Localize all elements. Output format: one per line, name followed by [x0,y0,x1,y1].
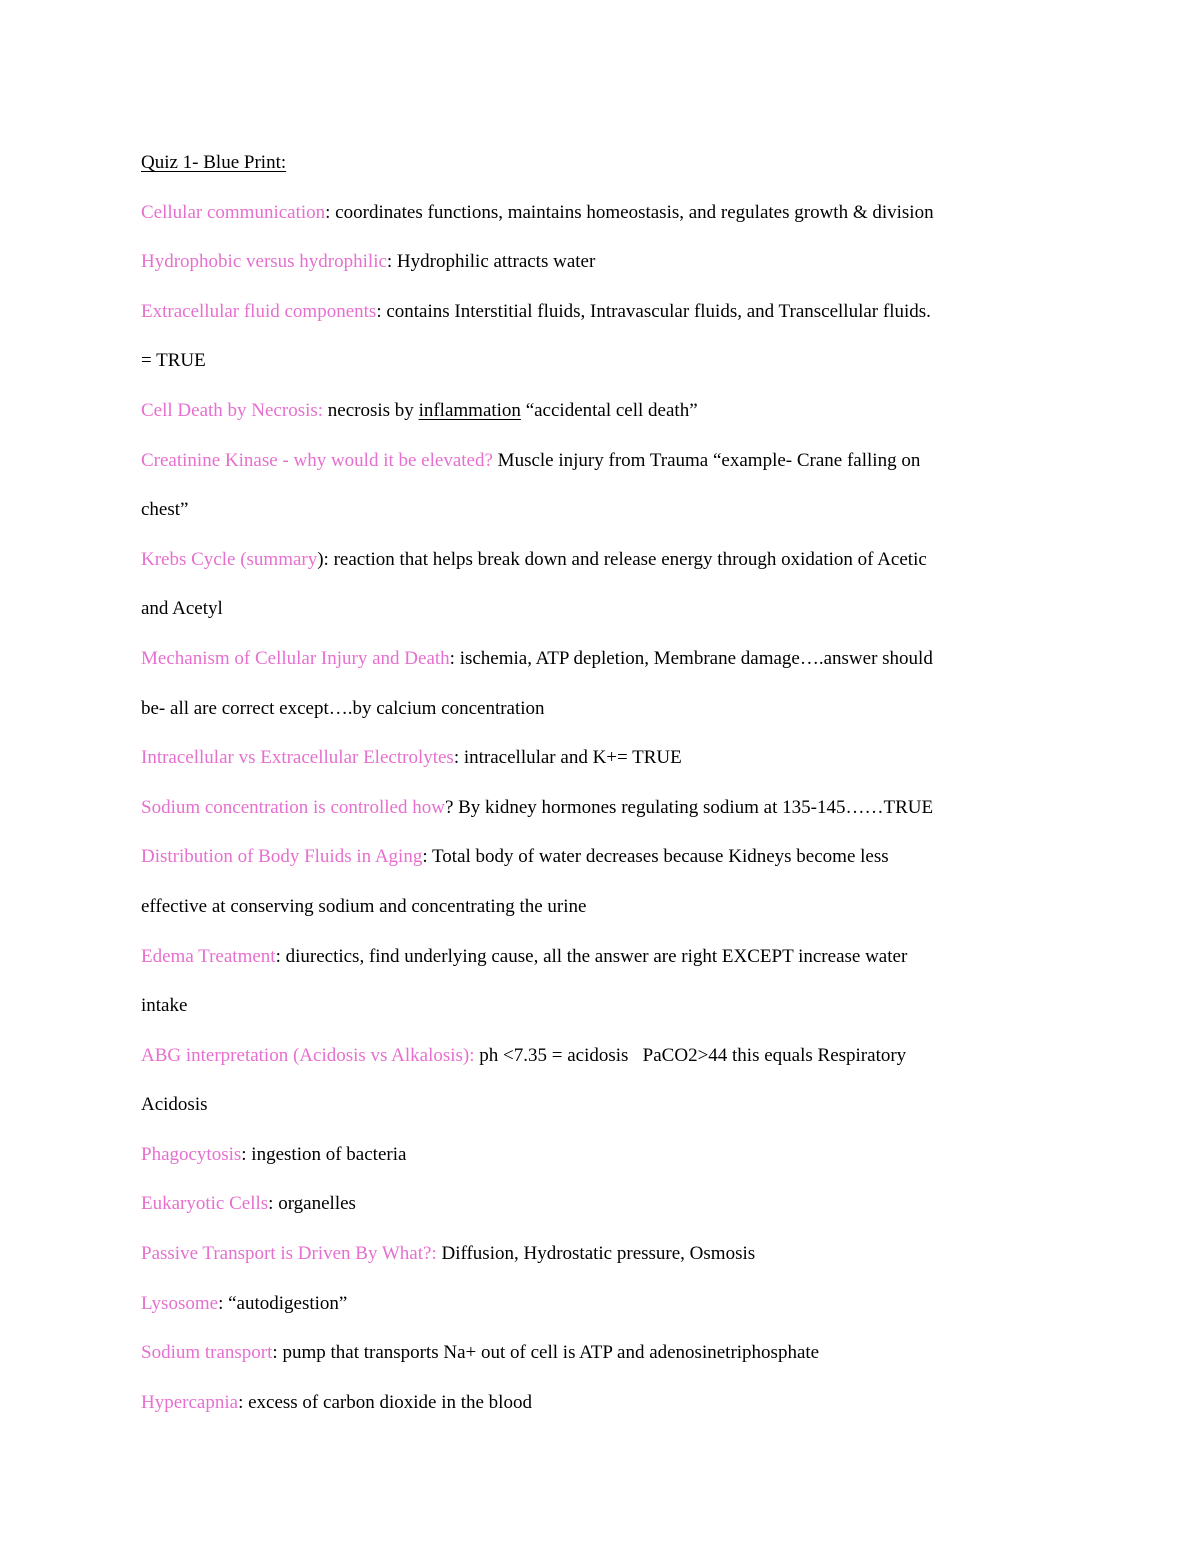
entry-edema-treatment [141,932,1061,982]
entry-edema-treatment-cont [141,981,1061,1031]
entry-text: : ingestion of bacteria [241,1143,407,1165]
entry-creatinine-kinase-cont [141,485,1061,535]
entry-cell-death-necrosis [141,386,1061,436]
document-title [141,138,1061,188]
entry-hydrophobic-hydrophilic [141,237,1061,287]
entry-electrolytes [141,733,1061,783]
entry-body-fluids-aging-cont [141,882,1061,932]
entry-text: : excess of carbon dioxide in the blood [238,1391,532,1413]
entry-text: ? By kidney hormones regulating sodium at 135-145……TRUE [444,796,934,818]
entry-text: : pump that transports Na+ out of cell is ATP and adenosinetriphosphate [272,1342,820,1364]
document-body [141,138,1061,1427]
entry-extracellular-fluid-cont [141,336,1061,386]
entry-term: Cell Death by Necrosis: [141,399,324,421]
entry-term: Intracellular vs Extracellular Electrolytes [141,747,454,769]
entry-hypercapnia [141,1378,1061,1428]
entry-phagocytosis [141,1130,1061,1180]
entry-term: Phagocytosis [141,1143,242,1165]
entry-term: Extracellular fluid components [141,300,377,322]
entry-term: Lysosome [141,1292,219,1314]
entry-text: necrosis by [323,399,419,421]
entry-sodium-transport [141,1328,1061,1378]
entry-text-continued: Acidosis [141,1094,208,1116]
entry-term: Hydrophobic versus hydrophilic [141,251,387,273]
entry-lysosome [141,1279,1061,1329]
entry-krebs-cycle-cont [141,584,1061,634]
entry-term: Eukaryotic Cells [141,1193,269,1215]
entry-term: Sodium concentration is controlled how [141,796,445,818]
entry-cellular-injury-cont [141,684,1061,734]
entry-term: ABG interpretation (Acidosis vs Alkalosis): [141,1044,475,1066]
entry-text: : ischemia, ATP depletion, Membrane damage….answer should [449,647,933,669]
entry-text: : intracellular and K+= TRUE [453,747,682,769]
entry-text-continued: intake [141,995,188,1017]
entry-term: Krebs Cycle (summary [141,548,318,570]
entry-text: : organelles [268,1193,356,1215]
entry-term: Hypercapnia [141,1391,239,1413]
entry-text: Muscle injury from Trauma “example- Crane falling on [492,449,921,471]
entry-term: Distribution of Body Fluids in Aging [141,846,423,868]
entry-abg-interpretation-cont [141,1080,1061,1130]
entry-term: Mechanism of Cellular Injury and Death [141,647,450,669]
entry-term: Edema Treatment [141,945,276,967]
entry-text: : coordinates functions, maintains homeostasis, and regulates growth & division [325,201,934,223]
entry-text: : “autodigestion” [218,1292,348,1314]
title-text: Quiz 1- Blue Print: [141,152,287,173]
entry-creatinine-kinase [141,436,1061,486]
entry-body-fluids-aging [141,832,1061,882]
entry-term: Passive Transport is Driven By What?: [141,1243,437,1265]
entry-term: Creatinine Kinase - why would it be elevated? [141,449,493,471]
entry-text-continued: chest” [141,499,189,521]
entry-text: : Total body of water decreases because Kidneys become less [422,846,889,868]
entry-text-continued: be- all are correct except….by calcium concentration [141,697,545,719]
entry-passive-transport [141,1229,1061,1279]
entry-term: Sodium transport [141,1342,273,1364]
entry-text-after: “accidental cell death” [520,399,698,421]
entry-text: : contains Interstitial fluids, Intravascular fluids, and Transcellular fluids. [376,300,931,322]
entry-krebs-cycle [141,535,1061,585]
entry-extracellular-fluid [141,287,1061,337]
entry-cellular-communication [141,188,1061,238]
entry-eukaryotic-cells [141,1179,1061,1229]
entry-text-continued: and Acetyl [141,598,223,620]
entry-text: Diffusion, Hydrostatic pressure, Osmosis [436,1243,756,1265]
entry-text: : diurectics, find underlying cause, all the answer are right EXCEPT increase water [275,945,908,967]
entry-term: Cellular communication [141,201,326,223]
entry-abg-interpretation [141,1031,1061,1081]
entry-sodium-concentration [141,783,1061,833]
entry-text-continued: = TRUE [141,350,206,372]
entry-text: : Hydrophilic attracts water [386,251,596,273]
entry-underlined-word: inflammation [418,399,521,421]
entry-text: ): reaction that helps break down and release energy through oxidation of Acetic [317,548,927,570]
entry-text-continued: effective at conserving sodium and concentrating the urine [141,895,587,917]
entry-cellular-injury [141,634,1061,684]
entry-text: ph <7.35 = acidosis PaCO2>44 this equals Respiratory [474,1044,907,1066]
